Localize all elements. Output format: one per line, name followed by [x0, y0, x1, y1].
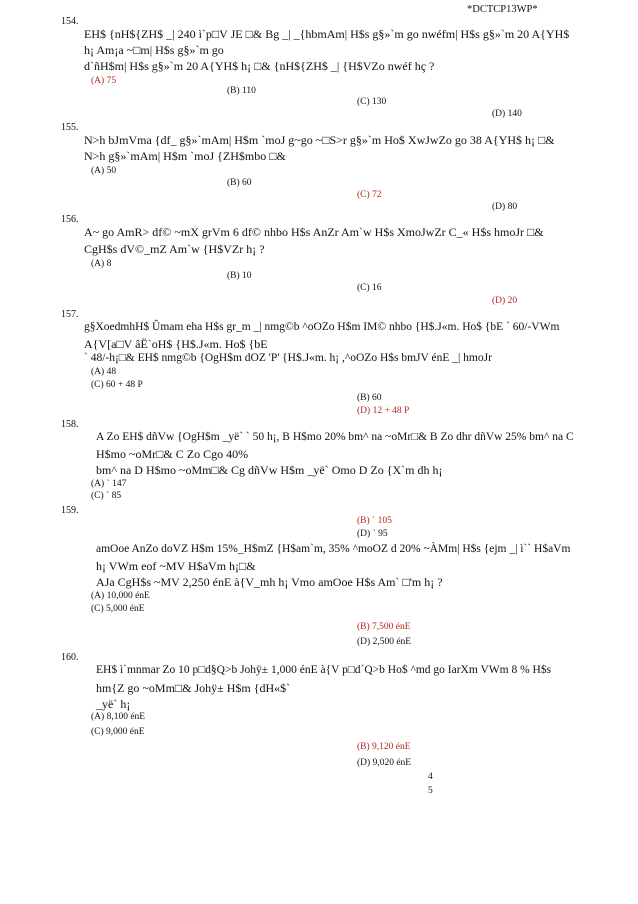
option-b[interactable]: (B) 10	[227, 271, 252, 281]
question-text-line: H$mo ~oMr□& C Zo Cgo 40%	[96, 447, 249, 461]
question-number: 158.	[61, 419, 79, 430]
question-text-line: A~ go AmR> df© ~mX grVm 6 df© nhbo H$s AnZr Am`w H$s XmoJwZr C_« H$s hmoJr □&	[84, 225, 544, 239]
question-number: 154.	[61, 16, 79, 27]
question-text-line: N>h bJmVma {df_ g§»`mAm| H$m `moJ g~go ~□S>r g§»`m Ho$ XwJwZo go 38 A{YH$ h¡ □&	[84, 133, 555, 147]
option-d[interactable]: (D) 12 + 48 P	[357, 406, 410, 416]
question-text-line: d`ñH$m| H$s g§»`m 20 A{YH$ h¡ □& {nH${ZH$ _| {H$VZo nwéf hç ?	[84, 59, 435, 73]
option-a[interactable]: (A) 8	[91, 259, 112, 269]
option-d[interactable]: (D) 20	[492, 296, 518, 306]
question-text-line: CgH$s dV©_mZ Am`w {H$VZr h¡ ?	[84, 242, 265, 256]
question-text-line: hm{Z go ~oMm□& Johÿ± H$m {dH«$`	[96, 681, 291, 695]
question-text-line: EH$ {nH${ZH$ _| 240 ì`p□V JE □& Bg _| _{hbmAm| H$s g§»`m go nwéfm| H$s g§»`m 20 A{YH$	[84, 27, 570, 41]
question-number: 157.	[61, 309, 79, 320]
question-text-line: A{V[a□V âË`oH$ {H$.J«m. Ho$ {bE	[84, 337, 268, 351]
option-a[interactable]: (A) 48	[91, 367, 117, 377]
option-b[interactable]: (B) ` 105	[357, 516, 392, 526]
option-c[interactable]: (C) 9,000 énE	[91, 727, 145, 737]
question-text-line: bm^ na D H$mo ~oMm□& Cg dñVw H$m _yë` Omo D Zo {X`m dh h¡	[96, 463, 443, 477]
option-c[interactable]: (C) 60 + 48 P	[91, 380, 143, 390]
question-text-line: N>h g§»`mAm| H$m `moJ {ZH$mbo □&	[84, 149, 286, 163]
option-d[interactable]: (D) 2,500 énE	[357, 637, 412, 647]
question-text-line: amOoe AnZo doVZ H$m 15%_H$mZ {H$am`m, 35% ^moOZ d 20% ~ÀMm| H$s {ejm _| ì`` H$aVm	[96, 543, 571, 555]
option-b[interactable]: (B) 7,500 énE	[357, 622, 411, 632]
option-c[interactable]: (C) 16	[357, 283, 382, 293]
question-number: 160.	[61, 652, 79, 663]
option-b[interactable]: (B) 110	[227, 86, 256, 96]
option-c[interactable]: (C) 72	[357, 190, 382, 200]
option-b[interactable]: (B) 60	[227, 178, 252, 188]
option-c[interactable]: (C) ` 85	[91, 491, 122, 501]
page-number: 4	[428, 772, 433, 782]
document-header-code: *DCTCP13WP*	[467, 4, 538, 15]
option-c[interactable]: (C) 5,000 énE	[91, 604, 145, 614]
question-text-line: ` 48/-h¡□& EH$ nmg©b {OgH$m dOZ 'P' {H$.J«m. h¡ ,^oOZo H$s bmJV énE _| hmoJr	[84, 352, 492, 364]
option-a[interactable]: (A) ` 147	[91, 479, 127, 489]
option-d[interactable]: (D) 9,020 énE	[357, 758, 412, 768]
option-b[interactable]: (B) 9,120 énE	[357, 742, 411, 752]
question-number: 156.	[61, 214, 79, 225]
question-text-line: A Zo EH$ dñVw {OgH$m _yë` ` 50 h¡, B H$mo 20% bm^ na ~oMr□& B Zo dhr dñVw 25% bm^ na C	[96, 431, 574, 443]
option-a[interactable]: (A) 50	[91, 166, 117, 176]
option-c[interactable]: (C) 130	[357, 97, 387, 107]
question-number: 155.	[61, 122, 79, 133]
option-d[interactable]: (D) ` 95	[357, 529, 388, 539]
option-d[interactable]: (D) 140	[492, 109, 522, 119]
option-d[interactable]: (D) 80	[492, 202, 518, 212]
question-number: 159.	[61, 505, 79, 516]
question-text-line: h¡ VWm eof ~MV H$aVm h¡□&	[96, 559, 256, 573]
option-b[interactable]: (B) 60	[357, 393, 382, 403]
question-text-line: g§XoedmhH$ Ûmam eha H$s gr_m _| nmg©b ^oOZo H$m IM© nhbo {H$.J«m. Ho$ {bE ` 60/-VWm	[84, 321, 560, 333]
question-text-line: h¡ Am¡a ~□m| H$s g§»`m go	[84, 43, 224, 57]
question-text-line: _yë` h¡	[96, 697, 131, 711]
option-a[interactable]: (A) 10,000 énE	[91, 591, 150, 601]
option-a[interactable]: (A) 8,100 énE	[91, 712, 146, 722]
question-text-line: EH$ ì`mnmar Zo 10 p□d§Q>b Johÿ± 1,000 énE à{V p□d´Q>b Ho$ ^md go IarXm VWm 8 % H$s	[96, 664, 552, 676]
page-number: 5	[428, 786, 433, 796]
option-a[interactable]: (A) 75	[91, 76, 117, 86]
question-text-line: AJa CgH$s ~MV 2,250 énE à{V_mh h¡ Vmo amOoe H$s Am` □'m h¡ ?	[96, 575, 443, 589]
